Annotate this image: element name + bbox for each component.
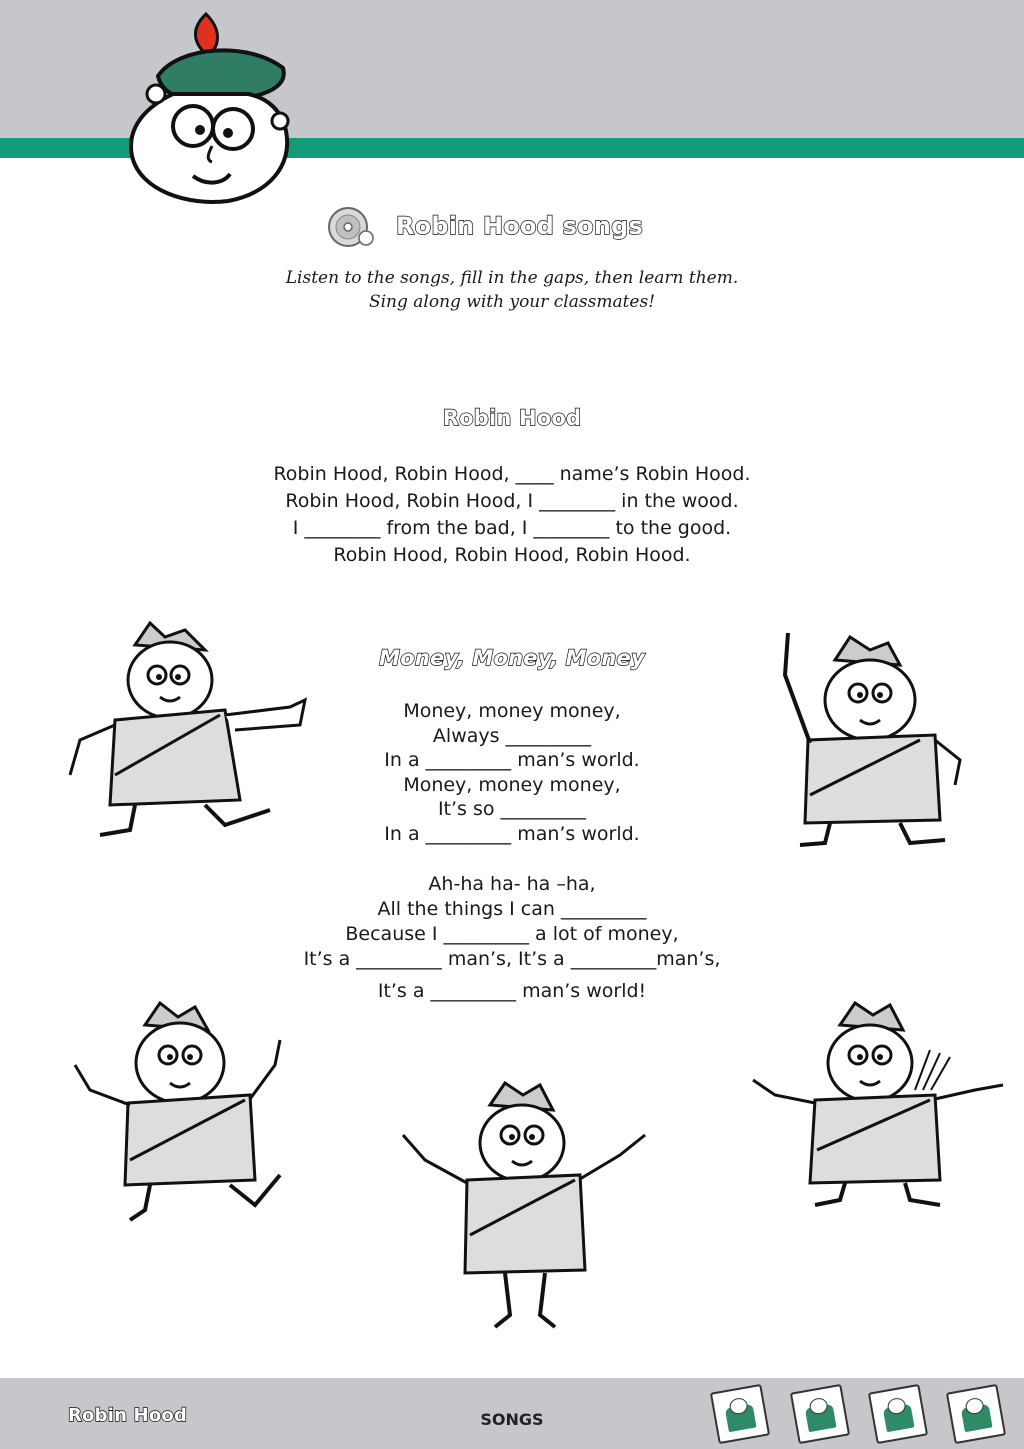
robin-hood-character-illustration [745,995,1010,1215]
song-lyrics-money-verse2 [0,872,1024,972]
footer-book-title: Robin Hood [68,1405,188,1426]
lyric-line: In a _________ man’s world. [384,822,640,845]
lyric-line: Ah-ha ha- ha –ha, [428,873,596,895]
robin-hood-character-illustration [70,995,300,1230]
lyric-line: Always _________ [432,724,592,747]
page-title: Robin Hood songs [396,212,643,240]
robin-hood-character-illustration [65,615,315,850]
instructions-line: Sing along with your classmates! [368,292,656,312]
footer-section-label: SONGS [480,1410,544,1429]
instructions-line: Listen to the songs, fill in the gaps, then learn them. [285,268,739,288]
lyric-line: It’s a _________ man’s, It’s a _________man’s, [303,948,721,970]
lyric-line: In a _________ man’s world. [384,749,640,772]
robin-hood-character-illustration [770,625,980,855]
song-lyrics-robin-hood [0,461,1024,569]
lyric-line: Money, money money, [403,773,621,796]
lyric-line: Robin Hood, Robin Hood, I ________ in the wood. [285,490,739,512]
lyric-line: It’s a _________ man’s world! [377,980,647,1002]
lyric-line: Robin Hood, Robin Hood, Robin Hood. [333,544,691,566]
robin-hood-tile-icon [868,1384,928,1444]
robin-hood-character-illustration [395,1075,655,1335]
lyric-line: It’s so _________ [437,798,587,821]
lyric-line: Money, money money, [403,700,621,722]
lyric-line: Robin Hood, Robin Hood, ____ name’s Robin Hood. [273,463,751,485]
cd-icon [326,205,376,249]
song-title-robin-hood: Robin Hood [442,406,582,430]
robin-hood-tile-icon [790,1384,850,1444]
instructions [0,266,1024,314]
lyric-line: I ________ from the bad, I ________ to the good. [292,517,732,539]
lyric-line: All the things I can _________ [377,898,647,920]
song-title-money: Money, Money, Money [379,646,645,670]
lyric-line: Because I _________ a lot of money, [345,923,679,945]
robin-hood-tile-icon [946,1384,1006,1444]
robin-hood-tile-icon [710,1384,770,1444]
mascot-face-icon [118,6,308,206]
